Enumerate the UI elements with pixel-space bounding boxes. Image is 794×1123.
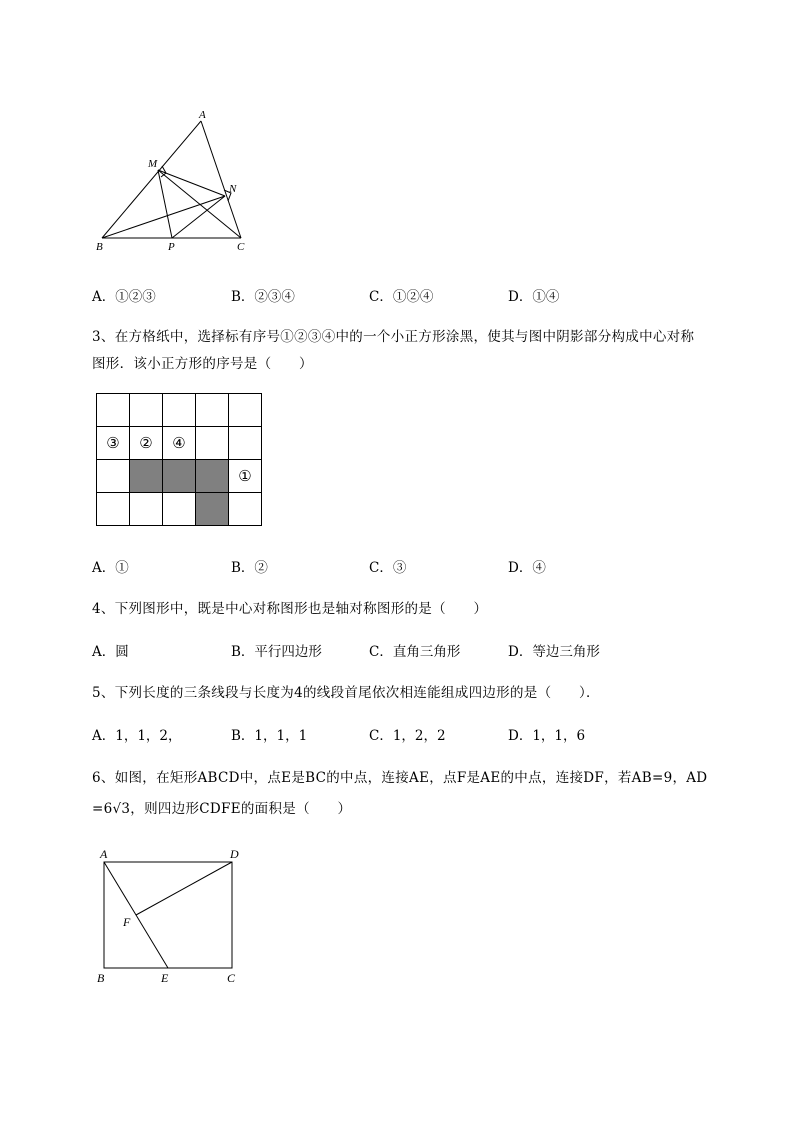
- q3-grid-cell: [196, 427, 229, 460]
- q6-label-B: B: [97, 971, 105, 985]
- q6-rectangle-figure: [90, 845, 250, 990]
- q2-label-N: N: [229, 183, 237, 195]
- q3-grid-cell: [229, 493, 262, 526]
- q3-grid-cell-shaded: [196, 460, 229, 493]
- q4-option-a[interactable]: A．圆: [92, 644, 129, 660]
- q4-option-b[interactable]: B．平行四边形: [231, 644, 322, 660]
- q2-segment-MN: [158, 170, 225, 196]
- q3-grid-cell-1: ①: [229, 460, 262, 493]
- q3-grid-row: [97, 460, 262, 493]
- q6-label-F: F: [123, 915, 131, 929]
- q3-grid-row: [97, 493, 262, 526]
- q3-option-c[interactable]: C．③: [369, 560, 407, 576]
- q3-grid-cell: [97, 460, 130, 493]
- q6-label-D: D: [230, 847, 239, 861]
- q3-grid-cell-4: ④: [163, 427, 196, 460]
- q3-grid-figure: [96, 393, 262, 526]
- q3-grid-cell: [229, 427, 262, 460]
- q3-grid-row: [97, 427, 262, 460]
- q5-option-c[interactable]: C．1，2，2: [369, 728, 446, 744]
- q2-label-P: P: [168, 241, 175, 253]
- q3-stem-line1: 3、在方格纸中，选择标有序号①②③④中的一个小正方形涂黑，使其与图中阴影部分构成中心对称: [92, 329, 695, 345]
- q2-label-M: M: [148, 158, 158, 170]
- q2-segment-BA: [102, 121, 201, 238]
- q5-option-a[interactable]: A．1，1，2，: [92, 728, 182, 744]
- q2-label-A: A: [199, 109, 206, 121]
- q4-option-d[interactable]: D．等边三角形: [508, 644, 600, 660]
- q5-stem: 5、下列长度的三条线段与长度为4的线段首尾依次相连能组成四边形的是（ ）．: [92, 685, 600, 701]
- q2-segment-BN: [102, 196, 225, 238]
- q3-option-b[interactable]: B．②: [231, 560, 268, 576]
- q3-stem-line2: 图形．该小正方形的序号是（ ）: [92, 356, 313, 372]
- q3-grid-cell: [196, 394, 229, 427]
- q2-option-b[interactable]: B．②③④: [231, 289, 295, 305]
- q5-option-b[interactable]: B．1，1，1: [231, 728, 308, 744]
- q2-segment-AC: [201, 121, 241, 238]
- q3-grid-cell-shaded: [163, 460, 196, 493]
- q2-option-c[interactable]: C．①②④: [369, 289, 434, 305]
- q3-grid-cell: [163, 394, 196, 427]
- q2-segment-MC: [158, 170, 241, 238]
- q6-label-A: A: [100, 847, 108, 861]
- q3-grid-cell: [97, 394, 130, 427]
- q3-grid-cell-shaded: [130, 460, 163, 493]
- q6-stem-line2: =6√3，则四边形CDFE的面积是（ ）: [92, 801, 352, 817]
- q2-segment-PN: [172, 196, 225, 238]
- q2-triangle-figure: [85, 100, 260, 260]
- q4-option-c[interactable]: C．直角三角形: [369, 644, 461, 660]
- q3-grid-cell: [130, 394, 163, 427]
- q5-option-d[interactable]: D．1，1，6: [508, 728, 586, 744]
- q3-grid-cell-shaded: [196, 493, 229, 526]
- q6-label-C: C: [227, 971, 236, 985]
- q3-grid-cell-3: ③: [97, 427, 130, 460]
- q2-label-C: C: [237, 241, 245, 253]
- q3-option-d[interactable]: D．④: [508, 560, 546, 576]
- q3-grid-cell: [229, 394, 262, 427]
- q4-stem: 4、下列图形中，既是中心对称图形也是轴对称图形的是（ ）: [92, 601, 488, 617]
- q6-stem-line1: 6、如图，在矩形ABCD中，点E是BC的中点，连接AE，点F是AE的中点，连接DF，若AB=9，AD: [92, 770, 708, 786]
- q3-grid-row: [97, 394, 262, 427]
- q3-grid-cell: [130, 493, 163, 526]
- q3-grid-cell: [97, 493, 130, 526]
- q3-option-a[interactable]: A．①: [92, 560, 129, 576]
- q3-grid-cell: [163, 493, 196, 526]
- q2-label-B: B: [96, 241, 103, 253]
- q2-option-d[interactable]: D．①④: [508, 289, 560, 305]
- q2-option-a[interactable]: A．①②③: [92, 289, 156, 305]
- q3-grid-cell-2: ②: [130, 427, 163, 460]
- q6-label-E: E: [161, 971, 169, 985]
- q6-segment-DF: [136, 862, 232, 915]
